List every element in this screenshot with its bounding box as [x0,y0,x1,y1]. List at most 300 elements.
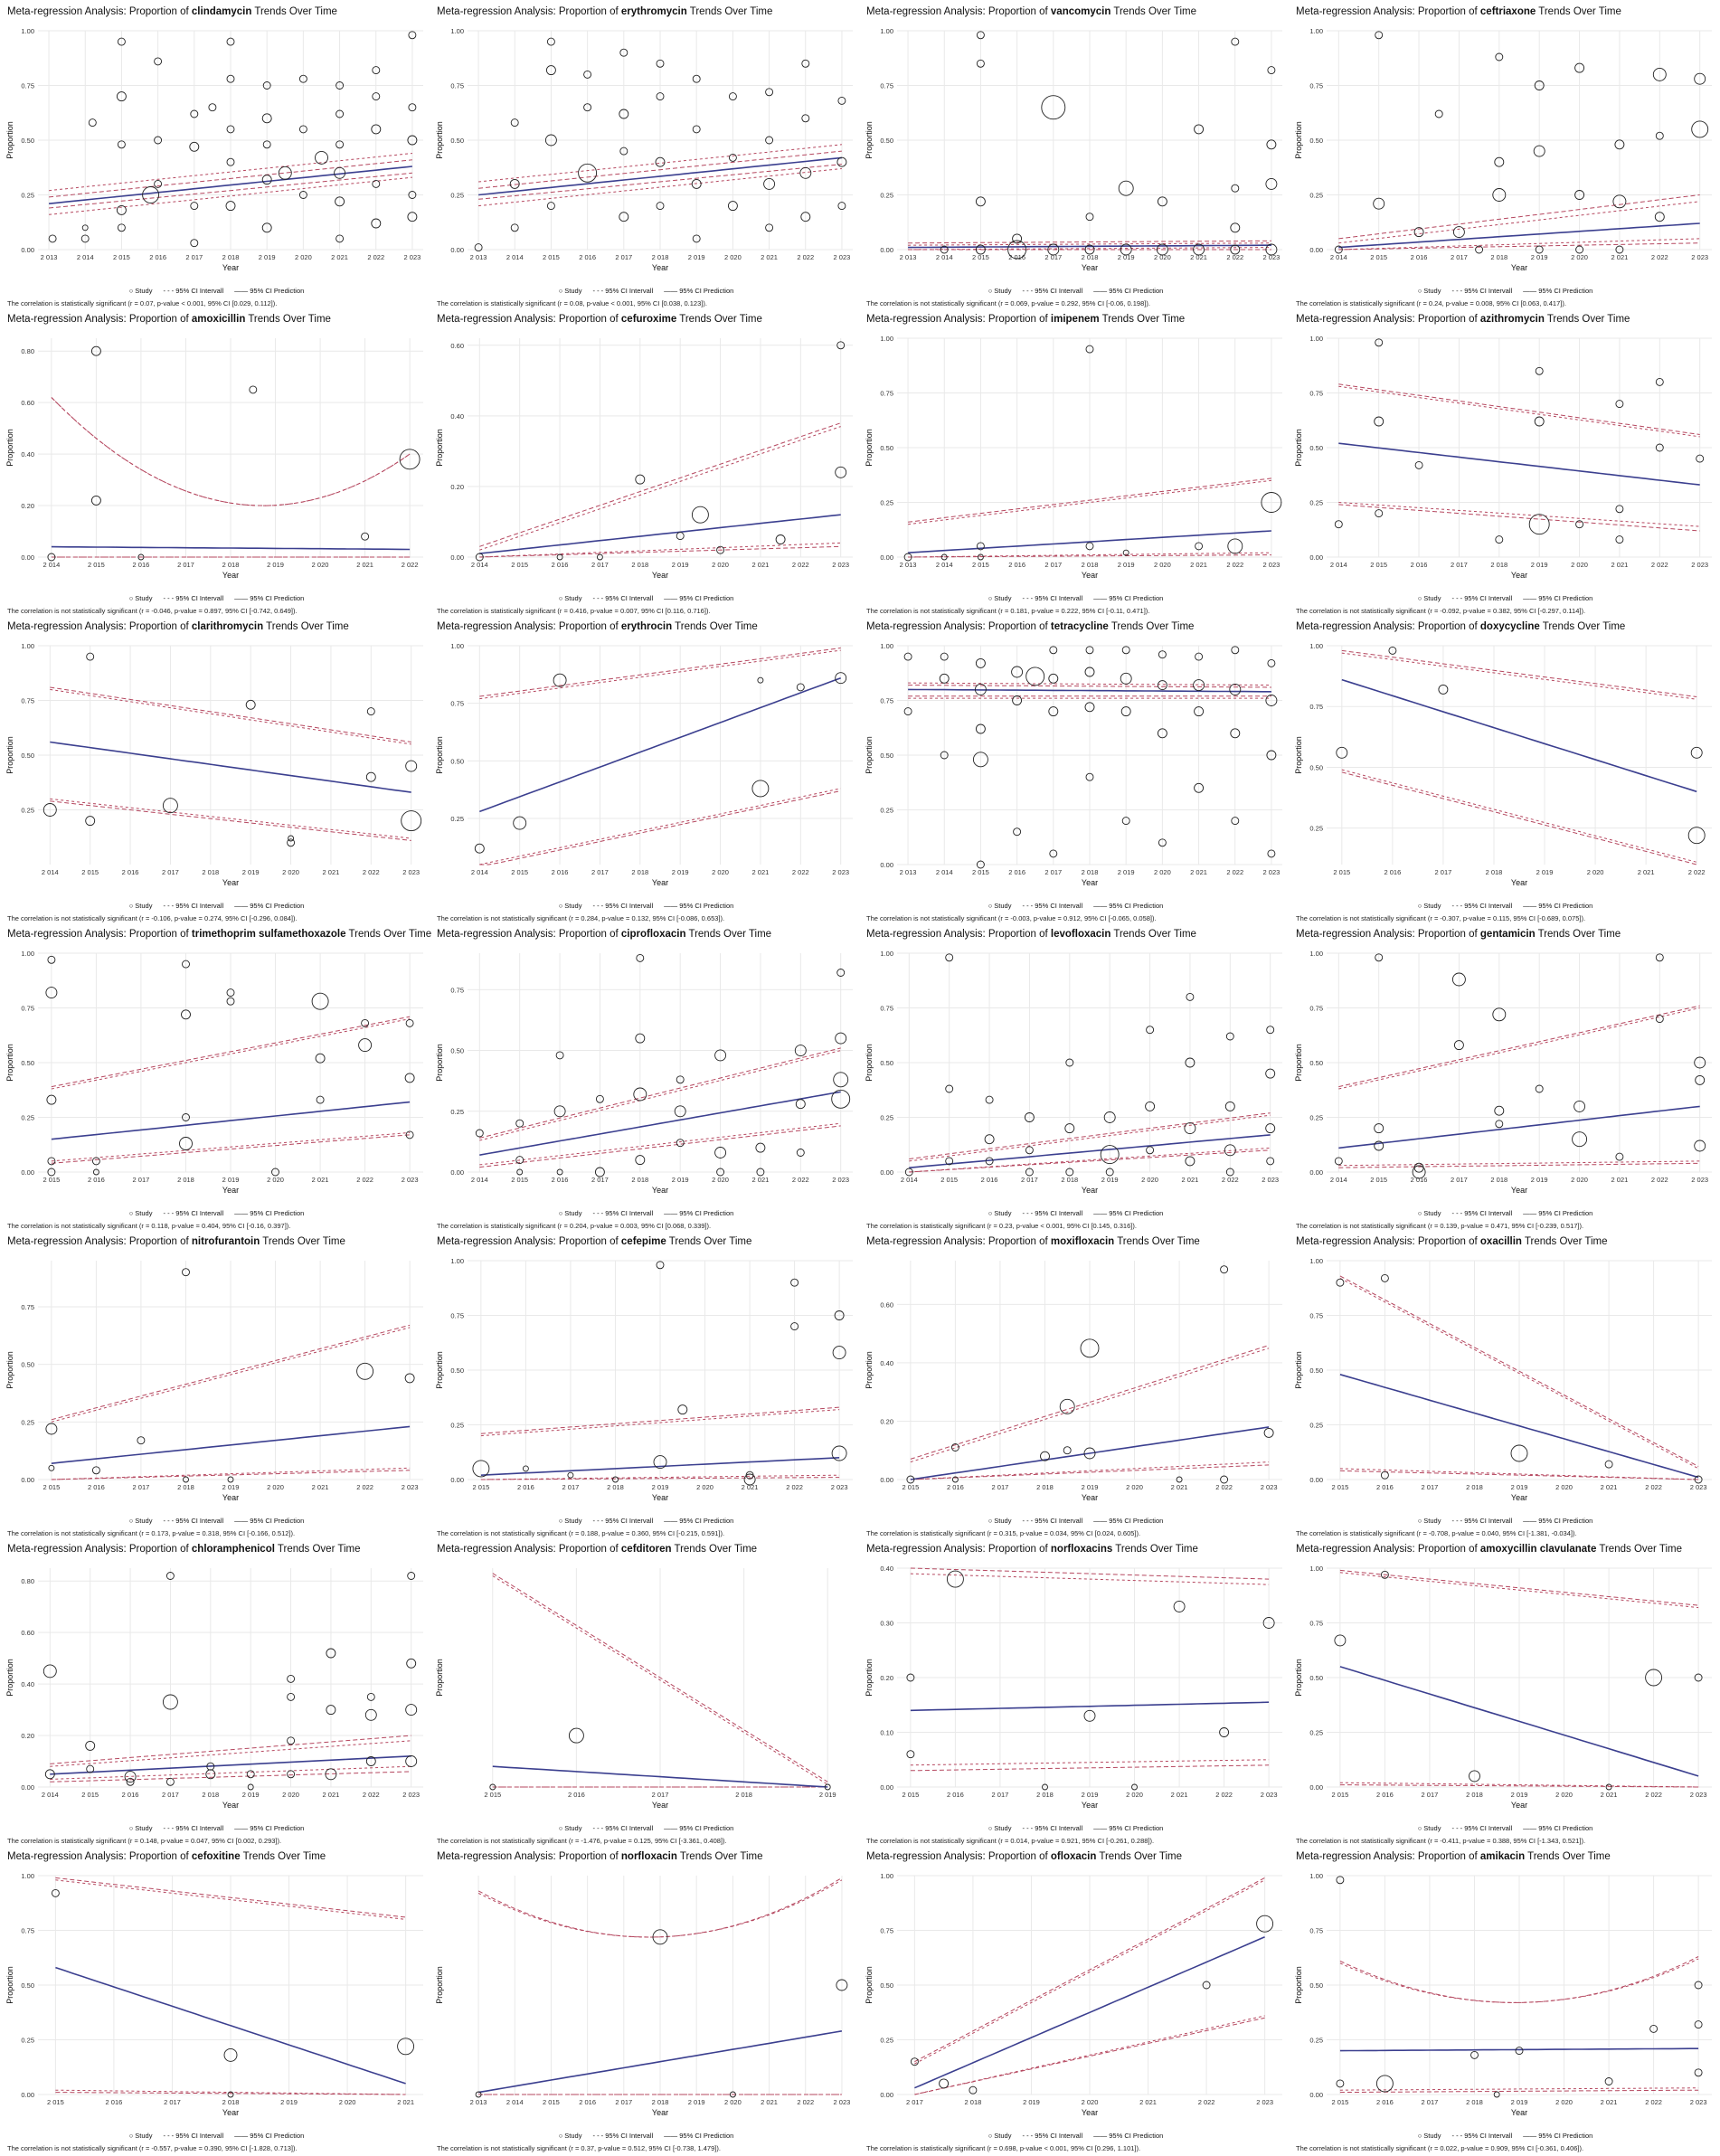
y-tick-label: 0.75 [880,81,893,90]
x-tick-label: 2 023 [1262,561,1281,569]
x-tick-label: 2 016 [1376,1483,1394,1491]
x-tick-label: 2 014 [1329,1176,1347,1184]
y-tick-label: 0.00 [880,861,893,869]
title-suffix: Trends Over Time [1535,929,1621,940]
x-tick-label: 2 018 [1466,2098,1483,2106]
y-tick-label: 0.25 [880,1113,893,1122]
x-tick-label: 2 023 [1689,2098,1707,2106]
panel-title [7,1236,345,1247]
y-tick-label: 1.00 [880,950,893,958]
panel-title [1296,1236,1608,1247]
x-tick-label: 2 022 [1645,1483,1662,1491]
y-tick-label: 0.50 [21,1981,34,1990]
x-axis-label: Year [1510,1186,1528,1195]
x-tick-label: 2 017 [615,253,633,261]
x-tick-label: 2 023 [832,1176,850,1184]
title-drug: cefuroxime [620,314,677,325]
x-tick-label: 2 016 [1376,1791,1394,1799]
y-tick-label: 1.00 [450,642,464,650]
correlation-footer: The correlation is not statistically significant (r = 0.139, p-value = 0.471, 95% CI [-0.239, 0.517]). [1296,1222,1584,1230]
y-tick-label: 0.50 [1309,444,1323,452]
x-tick-label: 2 016 [88,1176,105,1184]
correlation-footer: The correlation is not statistically significant (r = -0.307, p-value = 0.115, 95% CI [-0.689, 0.075]). [1296,914,1586,922]
y-tick-label: 0.00 [1309,553,1323,562]
legend-study: ○ Study [558,594,582,602]
x-tick-label: 2 023 [403,253,421,261]
x-tick-label: 2 015 [1333,868,1351,876]
panel-gentamicin [1290,926,1720,1234]
y-axis-label: Proportion [435,429,444,467]
x-tick-label: 2 018 [735,1791,752,1799]
y-tick-label: 0.20 [880,1417,893,1426]
x-tick-label: 2 014 [935,561,953,569]
legend-pi: —— 95% CI Prediction [234,1517,305,1525]
title-prefix: Meta-regression Analysis: Proportion of [437,1544,621,1555]
x-tick-label: 2 017 [164,2098,181,2106]
scatter-plot [1290,20,1720,298]
legend-ci: - - - 95% CI Intervall [592,1517,654,1525]
y-tick-label: 0.25 [880,806,893,815]
y-tick-label: 1.00 [21,27,34,35]
x-tick-label: 2 021 [1139,2098,1157,2106]
y-axis-label: Proportion [435,1659,444,1697]
y-axis-label: Proportion [865,121,874,159]
legend-ci: - - - 95% CI Intervall [1451,902,1513,910]
legend-ci: - - - 95% CI Intervall [1451,1209,1513,1217]
legend-pi: —— 95% CI Prediction [234,1209,305,1217]
legend-study: ○ Study [1417,2132,1441,2140]
correlation-footer: The correlation is not statistically significant (r = -0.106, p-value = 0.274, 95% CI [-0.296, 0.084]). [7,914,298,922]
scatter-plot [431,1250,861,1528]
x-tick-label: 2 018 [222,2098,240,2106]
y-tick-label: 0.00 [880,553,893,562]
title-suffix: Trends Over Time [1525,1851,1611,1862]
y-tick-label: 0.00 [21,1168,34,1177]
y-tick-label: 0.00 [880,1168,893,1177]
panel-title [866,6,1196,17]
panel-oxacillin [1290,1234,1720,1541]
x-tick-label: 2 019 [267,561,284,569]
title-prefix: Meta-regression Analysis: Proportion of [7,1851,192,1862]
legend-ci: - - - 95% CI Intervall [592,2132,654,2140]
panel-title [7,1851,326,1862]
y-tick-label: 0.00 [880,1783,893,1792]
y-tick-label: 0.00 [21,553,34,562]
y-tick-label: 0.25 [21,1418,34,1427]
title-prefix: Meta-regression Analysis: Proportion of [437,1851,621,1862]
scatter-plot [431,327,861,606]
panel-title [866,1851,1182,1862]
y-axis-label: Proportion [1294,1966,1303,2004]
x-tick-label: 2 015 [902,1483,920,1491]
x-axis-label: Year [651,571,669,580]
panel-title [1296,6,1621,17]
y-axis-label: Proportion [1294,1044,1303,1082]
y-axis-label: Proportion [1294,429,1303,467]
title-prefix: Meta-regression Analysis: Proportion of [437,6,621,17]
panel-title [7,6,337,17]
x-tick-label: 2 020 [1081,2098,1099,2106]
legend-ci: - - - 95% CI Intervall [163,1517,224,1525]
x-tick-label: 2 016 [105,2098,123,2106]
x-tick-label: 2 018 [177,1483,194,1491]
x-tick-label: 2 016 [568,1791,585,1799]
panel-title [437,1851,762,1862]
study-point [49,235,56,242]
title-drug: imipenem [1050,314,1100,325]
x-tick-label: 2 016 [1008,253,1026,261]
fit-line [50,1756,411,1774]
y-tick-label: 0.25 [1309,1113,1323,1122]
title-suffix: Trends Over Time [1110,6,1196,17]
legend [431,1517,861,1525]
title-prefix: Meta-regression Analysis: Proportion of [437,1236,621,1247]
title-drug: erythromycin [620,6,687,17]
x-tick-label: 2 016 [1384,868,1402,876]
study-point [1026,667,1044,686]
title-drug: ceftriaxone [1479,6,1536,17]
x-tick-label: 2 018 [1490,1176,1508,1184]
y-tick-label: 0.50 [450,137,464,145]
ci-upper-line [479,427,840,551]
legend-study: ○ Study [988,2132,1012,2140]
x-tick-label: 2 017 [185,253,203,261]
correlation-footer: The correlation is not statistically significant (r = -0.092, p-value = 0.382, 95% CI [-0.297, 0.114]). [1296,607,1586,615]
title-drug: vancomycin [1050,6,1111,17]
x-tick-label: 2 023 [402,1791,421,1799]
x-axis-label: Year [651,263,669,272]
title-prefix: Meta-regression Analysis: Proportion of [1296,929,1480,940]
x-tick-label: 2 013 [899,868,917,876]
y-axis-label: Proportion [5,429,14,467]
x-tick-label: 2 020 [267,1483,284,1491]
legend-study: ○ Study [128,1517,153,1525]
title-suffix: Trends Over Time [676,1851,763,1862]
x-tick-label: 2 015 [81,1791,99,1799]
title-drug: ofloxacin [1050,1851,1097,1862]
title-suffix: Trends Over Time [260,1236,345,1247]
x-tick-label: 2 017 [651,1791,669,1799]
y-axis-label: Proportion [865,736,874,774]
legend-pi: —— 95% CI Prediction [1523,2132,1593,2140]
y-tick-label: 0.50 [1309,1981,1323,1990]
x-tick-label: 2 022 [791,561,809,569]
y-tick-label: 1.00 [1309,335,1323,343]
title-prefix: Meta-regression Analysis: Proportion of [866,929,1051,940]
x-axis-label: Year [1081,1186,1099,1195]
panel-ofloxacin [861,1849,1290,2156]
legend-ci: - - - 95% CI Intervall [1451,2132,1513,2140]
title-drug: doxycycline [1479,621,1540,632]
legend-study: ○ Study [1417,1209,1441,1217]
x-tick-label: 2 021 [1170,1791,1188,1799]
x-tick-label: 2 020 [1586,868,1604,876]
y-tick-label: 0.50 [1309,1674,1323,1682]
legend-study: ○ Study [988,287,1012,295]
x-tick-label: 2 016 [1376,2098,1394,2106]
y-tick-label: 0.80 [21,347,34,356]
x-tick-label: 2 021 [741,1483,759,1491]
y-tick-label: 0.50 [21,752,34,760]
study-point [776,535,785,544]
scatter-plot [1290,1865,1720,2143]
title-prefix: Meta-regression Analysis: Proportion of [1296,621,1480,632]
scatter-plot [1290,1557,1720,1836]
x-tick-label: 2 014 [43,561,61,569]
y-tick-label: 0.50 [21,1360,34,1369]
x-tick-label: 2 021 [761,253,778,261]
y-tick-label: 0.75 [450,699,464,708]
y-tick-label: 0.75 [450,986,464,995]
x-tick-label: 2 020 [282,1791,299,1799]
scatter-plot [2,327,431,606]
y-axis-label: Proportion [5,1966,14,2004]
x-tick-label: 2 014 [506,2098,524,2106]
correlation-footer: The correlation is not statistically significant (r = -0.003, p-value = 0.912, 95% CI [-0.065, 0.058]). [866,914,1157,922]
panel-norfloxacins [861,1541,1290,1849]
y-tick-label: 0.00 [450,553,464,562]
title-suffix: Trends Over Time [274,1544,361,1555]
scatter-plot [1290,942,1720,1221]
legend-study: ○ Study [558,1517,582,1525]
x-tick-label: 2 014 [1329,253,1347,261]
title-drug: cefoxitine [191,1851,241,1862]
x-tick-label: 2 020 [1555,2098,1573,2106]
legend-pi: —— 95% CI Prediction [1093,1209,1164,1217]
panel-norfloxacin [431,1849,861,2156]
x-tick-label: 2 023 [402,868,421,876]
y-tick-label: 1.00 [880,1872,893,1880]
y-tick-label: 0.75 [1309,81,1323,90]
x-tick-label: 2 021 [1611,1176,1629,1184]
panel-title [1296,1851,1611,1862]
scatter-plot [2,20,431,298]
x-tick-label: 2 021 [1637,868,1655,876]
title-drug: norfloxacin [620,1851,677,1862]
panel-moxifloxacin [861,1234,1290,1541]
x-tick-label: 2 016 [1410,1176,1428,1184]
x-tick-label: 2 014 [506,253,524,261]
x-axis-label: Year [1081,263,1099,272]
title-prefix: Meta-regression Analysis: Proportion of [7,1236,192,1247]
x-tick-label: 2 022 [356,1483,373,1491]
x-tick-label: 2 020 [1571,1176,1588,1184]
y-tick-label: 0.40 [21,1680,34,1689]
pi-lower-line [479,1126,840,1168]
legend-study: ○ Study [128,1824,153,1832]
title-prefix: Meta-regression Analysis: Proportion of [7,621,192,632]
x-tick-label: 2 013 [899,253,917,261]
x-axis-label: Year [1510,2108,1528,2117]
y-tick-label: 1.00 [21,642,34,650]
x-tick-label: 2 020 [1555,1791,1573,1799]
y-tick-label: 0.75 [880,696,893,705]
ci-upper-line [479,650,840,699]
x-tick-label: 2 018 [202,1791,220,1799]
x-tick-label: 2 017 [562,1483,580,1491]
legend-study: ○ Study [558,902,582,910]
x-tick-label: 2 016 [579,253,597,261]
x-tick-label: 2 019 [1510,2098,1528,2106]
x-axis-label: Year [222,1801,240,1810]
title-prefix: Meta-regression Analysis: Proportion of [1296,1236,1480,1247]
scatter-plot [1290,327,1720,606]
title-suffix: Trends Over Time [1112,1544,1198,1555]
legend [2,1209,431,1217]
title-suffix: Trends Over Time [1521,1236,1608,1247]
panel-title [437,621,758,632]
y-tick-label: 0.00 [21,1476,34,1484]
pi-lower-line [1342,772,1696,865]
study-point [1435,110,1442,118]
title-prefix: Meta-regression Analysis: Proportion of [866,1544,1051,1555]
x-axis-label: Year [651,2108,669,2117]
legend-pi: —— 95% CI Prediction [1523,1824,1593,1832]
x-tick-label: 2 017 [1421,1483,1439,1491]
x-tick-label: 2 021 [331,253,348,261]
x-tick-label: 2 017 [162,868,179,876]
x-tick-label: 2 016 [1008,868,1026,876]
x-tick-label: 2 018 [222,561,240,569]
correlation-footer: The correlation is not statistically significant (r = 0.022, p-value = 0.909, 95% CI [-0.361, 0.406]). [1296,2144,1584,2152]
y-axis-label: Proportion [5,1044,14,1082]
legend-ci: - - - 95% CI Intervall [1451,1824,1513,1832]
pi-upper-line [909,1113,1270,1159]
x-tick-label: 2 019 [222,1483,240,1491]
y-axis-label: Proportion [435,736,444,774]
x-tick-label: 2 023 [401,1176,419,1184]
y-tick-label: 1.00 [1309,950,1323,958]
title-prefix: Meta-regression Analysis: Proportion of [866,621,1051,632]
x-tick-label: 2 015 [43,1176,61,1184]
x-tick-label: 2 020 [723,2098,742,2106]
correlation-footer: The correlation is statistically significant (r = -0.708, p-value = 0.040, 95% CI [-1.381, -0.034]). [1296,1529,1577,1537]
scatter-plot [2,1557,431,1836]
x-tick-label: 2 018 [1466,1791,1483,1799]
x-tick-label: 2 017 [1434,868,1452,876]
y-tick-label: 0.50 [1309,1059,1323,1067]
y-tick-label: 0.50 [450,757,464,766]
legend [1290,594,1720,602]
x-tick-label: 2 021 [1181,1176,1199,1184]
y-tick-label: 0.20 [21,1732,34,1741]
legend-study: ○ Study [988,1209,1012,1217]
y-tick-label: 0.00 [880,246,893,254]
legend-study: ○ Study [988,594,1012,602]
legend-ci: - - - 95% CI Intervall [1022,594,1083,602]
panel-title [7,1544,361,1555]
panel-title [1296,929,1621,940]
panel-erythromycin [431,4,861,311]
x-tick-label: 2 017 [1451,561,1468,569]
x-tick-label: 2 019 [1023,2098,1040,2106]
x-tick-label: 2 018 [631,1176,649,1184]
x-tick-label: 2 021 [1170,1483,1188,1491]
x-tick-label: 2 019 [1101,1176,1119,1184]
x-tick-label: 2 017 [1421,1791,1439,1799]
y-tick-label: 0.80 [21,1577,34,1586]
title-drug: clindamycin [191,6,252,17]
study-point [1063,1447,1071,1454]
x-axis-label: Year [222,878,240,887]
y-tick-label: 0.50 [1309,1366,1323,1375]
title-prefix: Meta-regression Analysis: Proportion of [1296,6,1480,17]
correlation-footer: The correlation is not statistically significant (r = 0.069, p-value = 0.292, 95% CI [-0.06, 0.198]). [866,299,1150,307]
y-axis-label: Proportion [865,1044,874,1082]
panel-levofloxacin [861,926,1290,1234]
legend [1290,1209,1720,1217]
x-axis-label: Year [651,1186,669,1195]
x-tick-label: 2 020 [1555,1483,1573,1491]
legend-study: ○ Study [988,902,1012,910]
y-axis-label: Proportion [5,1659,14,1697]
pi-upper-line [479,1048,840,1139]
y-tick-label: 0.25 [1309,1728,1323,1737]
panel-ceftriaxone [1290,4,1720,311]
legend [1290,1517,1720,1525]
panel-title [7,929,431,940]
x-axis-label: Year [1081,2108,1099,2117]
correlation-footer: The correlation is statistically significant (r = 0.24, p-value = 0.008, 95% CI [0.063, 0.417]). [1296,299,1566,307]
legend-study: ○ Study [558,1209,582,1217]
correlation-footer: The correlation is not statistically significant (r = -0.557, p-value = 0.390, 95% CI [-1.828, 0.713]). [7,2144,298,2152]
panel-clarithromycin [2,619,431,926]
fit-line [909,1135,1270,1168]
scatter-plot [431,20,861,298]
panel-title [437,929,771,940]
x-tick-label: 2 023 [1262,1176,1280,1184]
ci-upper-line [1338,1008,1699,1090]
ci-upper-line [909,1115,1270,1161]
title-prefix: Meta-regression Analysis: Proportion of [866,1851,1051,1862]
ci-lower-line [479,1123,840,1165]
x-tick-label: 2 018 [631,561,649,569]
x-tick-label: 2 017 [615,2098,633,2106]
y-tick-label: 0.25 [450,815,464,824]
x-tick-label: 2 019 [671,561,689,569]
y-axis-label: Proportion [435,121,444,159]
panel-azithromycin [1290,311,1720,619]
x-tick-label: 2 022 [1650,1176,1668,1184]
x-tick-label: 2 015 [81,868,99,876]
study-point [250,386,257,393]
y-tick-label: 0.50 [450,1366,464,1375]
title-suffix: Trends Over Time [245,314,331,325]
legend-ci: - - - 95% CI Intervall [592,287,654,295]
ci-lower-line [479,789,840,865]
correlation-footer: The correlation is not statistically significant (r = 0.173, p-value = 0.318, 95% CI [-0.166, 0.512]). [7,1529,296,1537]
x-tick-label: 2 023 [1260,1791,1278,1799]
correlation-footer: The correlation is statistically significant (r = 0.315, p-value = 0.034, 95% CI [0.024, 0.605]). [866,1529,1141,1537]
panel-ciprofloxacin [431,926,861,1234]
ci-lower-line [50,799,411,838]
study-point [678,1405,687,1414]
x-tick-label: 2 017 [591,561,609,569]
ci-upper-line [479,1051,840,1140]
title-drug: oxacillin [1479,1236,1522,1247]
panel-cefuroxime [431,311,861,619]
x-tick-label: 2 015 [972,868,989,876]
x-tick-label: 2 016 [947,1483,964,1491]
x-tick-label: 2 020 [1141,1176,1158,1184]
y-tick-label: 0.25 [880,191,893,200]
pi-upper-line [479,648,840,697]
y-axis-label: Proportion [5,1351,14,1389]
x-tick-label: 2 021 [322,1791,340,1799]
x-tick-label: 2 015 [1331,1483,1349,1491]
ci-upper-line [1338,202,1699,243]
title-prefix: Meta-regression Analysis: Proportion of [1296,1544,1480,1555]
